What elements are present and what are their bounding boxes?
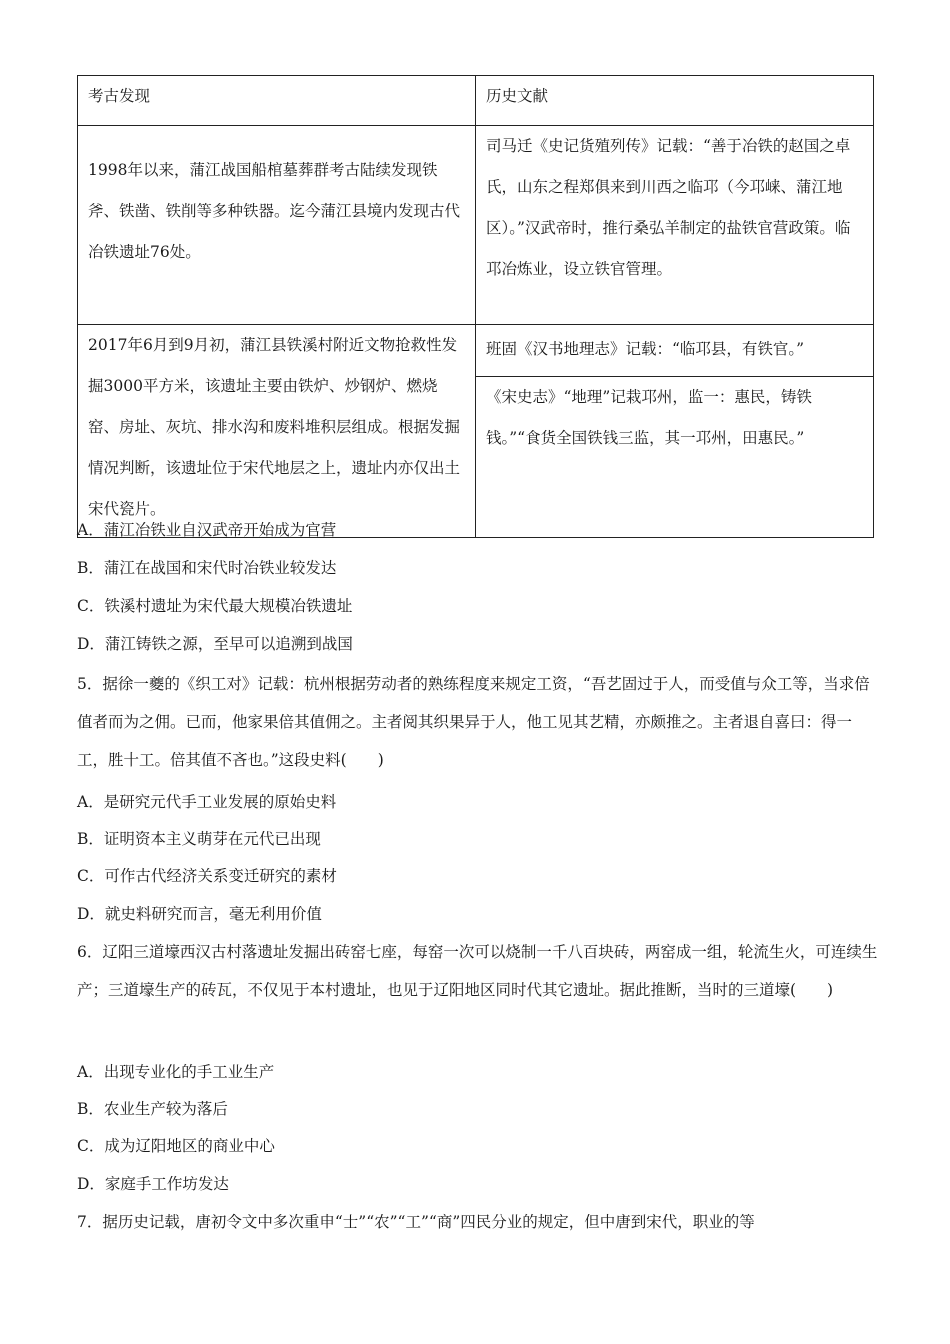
q5-option-a: A．是研究元代手工业发展的原始史料 (77, 793, 337, 811)
q4-option-c: C．铁溪村遗址为宋代最大规模冶铁遗址 (77, 597, 353, 615)
row1-documents: 司马迁《史记货殖列传》记载：“善于冶铁的赵国之卓氏，山东之程郑俱来到川西之临邛（今邛崃、蒲江地区）。”汉武帝时，推行桑弘羊制定的盐铁官营政策。临邛冶炼业，设立铁官管理。 (476, 126, 874, 325)
row1-archaeology: 1998年以来，蒲江战国船棺墓葬群考古陆续发现铁斧、铁凿、铁削等多种铁器。迄今蒲江县境内发现古代冶铁遗址76处。 (78, 126, 476, 325)
table-row (78, 126, 874, 325)
q7-stem: 7．据历史记载，唐初令文中多次重申“士”“农”“工”“商”四民分业的规定，但中唐到宋代，职业的等 (77, 1213, 755, 1231)
table-row (78, 325, 874, 377)
q5-option-b: B．证明资本主义萌芽在元代已出现 (77, 830, 321, 848)
header-documents: 历史文献 (476, 76, 874, 126)
q5-option-d: D．就史料研究而言，毫无利用价值 (77, 905, 322, 923)
q4-option-d: D．蒲江铸铁之源，至早可以追溯到战国 (77, 635, 353, 653)
header-archaeology: 考古发现 (78, 76, 476, 126)
q6-option-a: A．出现专业化的手工业生产 (77, 1063, 275, 1081)
q6-stem: 6．辽阳三道壕西汉古村落遗址发掘出砖窑七座，每窑一次可以烧制一千八百块砖，两窑成一组，轮流生火，可连续生产；三道壕生产的砖瓦，不仅见于本村遗址，也见于辽阳地区同时代其它遗址。据此推断，当时的三道壕( ) (77, 943, 878, 999)
table-header-row (78, 76, 874, 126)
q6-option-c: C．成为辽阳地区的商业中心 (77, 1137, 275, 1155)
q4-option-b: B．蒲江在战国和宋代时冶铁业较发达 (77, 559, 337, 577)
q5-stem: 5．据徐一夔的《织工对》记载：杭州根据劳动者的熟练程度来规定工资，“吾艺固过于人，而受值与众工等，当求倍值者而为之佣。已而，他家果倍其值佣之。主者阅其织果异于人，他工见其艺精，亦颇推之。主者退自喜曰：得一工，胜十工。倍其值不吝也。”这段史料( ) (77, 675, 870, 769)
row2-documents-b: 《宋史志》“地理”记栽邛州，监一：惠民，铸铁钱。”“食货全国铁钱三监，其一邛州，田惠民。” (476, 377, 874, 538)
q6-option-d: D．家庭手工作坊发达 (77, 1175, 229, 1193)
source-table (77, 75, 874, 538)
q5-option-c: C．可作古代经济关系变迁研究的素材 (77, 867, 337, 885)
q6-option-b: B．农业生产较为落后 (77, 1100, 228, 1118)
row2-archaeology: 2017年6月到9月初，蒲江县铁溪村附近文物抢救性发掘3000平方米，该遗址主要由铁炉、炒钢炉、燃烧窑、房址、灰坑、排水沟和废料堆积层组成。根据发掘情况判断，该遗址位于宋代地层之上，遗址内亦仅出土宋代瓷片。 (78, 325, 476, 538)
row2-documents-a: 班固《汉书地理志》记载：“临邛县，有铁官。” (476, 325, 874, 377)
q4-option-a: A．蒲江冶铁业自汉武帝开始成为官营 (77, 521, 337, 539)
